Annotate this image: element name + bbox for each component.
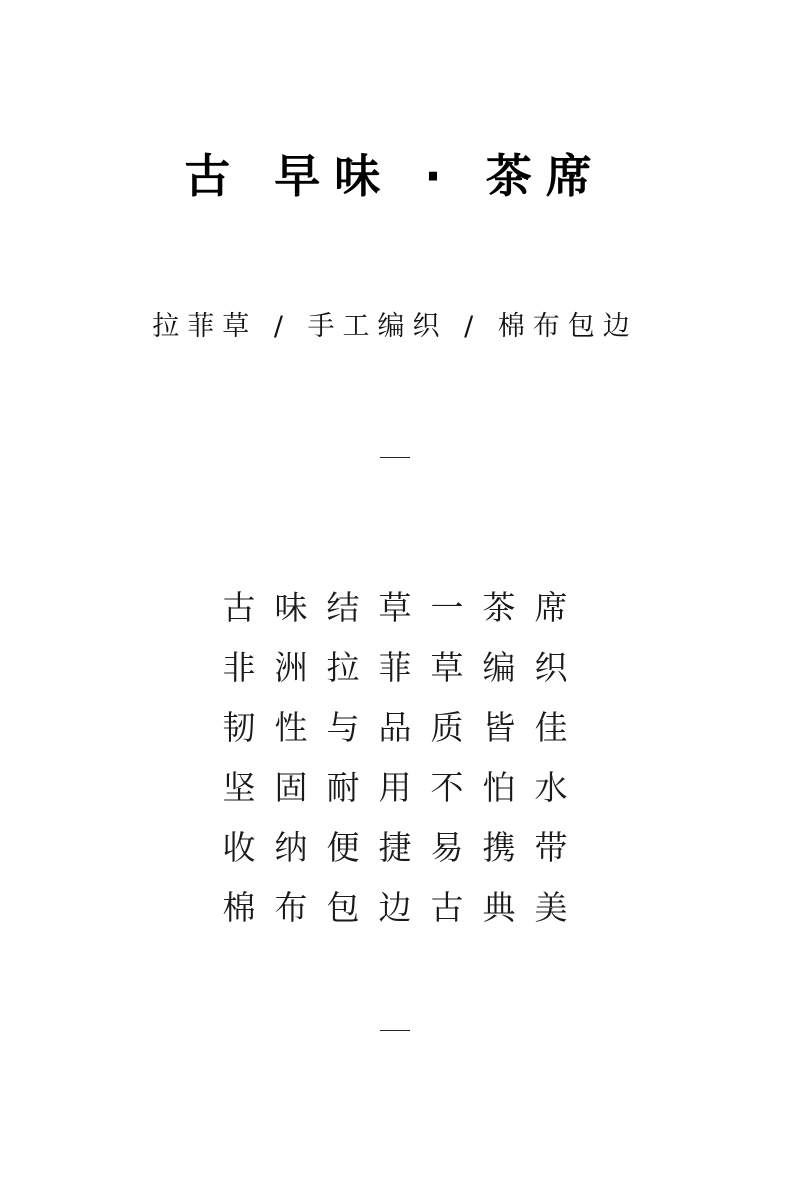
poem-char: 味 [274, 588, 308, 627]
poem-char: 编 [482, 648, 516, 687]
poem-char: 织 [534, 648, 568, 687]
poem-char: 纳 [274, 828, 308, 867]
poem-char: 美 [534, 888, 568, 927]
poem-char: 便 [326, 828, 360, 867]
poem-char: 韧 [222, 708, 256, 747]
poem-char: 带 [534, 828, 568, 867]
page-title: 古 早味 · 茶席 [184, 149, 606, 203]
poem-char: 佳 [534, 708, 568, 747]
poem-block [0, 578, 790, 938]
poem-char: 拉 [326, 648, 360, 687]
poem-char: 不 [430, 768, 464, 807]
poem-char: 捷 [378, 828, 412, 867]
material-subtitle: 拉菲草 / 手工编织 / 棉布包边 [152, 311, 638, 342]
poem-char: 棉 [222, 888, 256, 927]
poem-char: 质 [430, 708, 464, 747]
poem-char: 与 [326, 708, 360, 747]
poem-char: 草 [430, 648, 464, 687]
poem-char: 边 [378, 888, 412, 927]
poem-char: 易 [430, 828, 464, 867]
poem-char: 洲 [274, 648, 308, 687]
poem-char: 皆 [482, 708, 516, 747]
poem-line-4 [0, 758, 790, 818]
poem-char: 用 [378, 768, 412, 807]
poem-char: 非 [222, 648, 256, 687]
divider-bottom [380, 1030, 410, 1031]
poem-char: 典 [482, 888, 516, 927]
poem-char: 怕 [482, 768, 516, 807]
poem-char: 一 [430, 588, 464, 627]
poem-char: 草 [378, 588, 412, 627]
poem-char: 性 [274, 708, 308, 747]
poem-char: 品 [378, 708, 412, 747]
poem-char: 席 [534, 588, 568, 627]
poem-char: 菲 [378, 648, 412, 687]
poem-char: 古 [222, 588, 256, 627]
divider-top [380, 457, 410, 458]
poem-line-3 [0, 698, 790, 758]
poem-line-6 [0, 878, 790, 938]
poem-char: 坚 [222, 768, 256, 807]
poem-line-1 [0, 578, 790, 638]
poem-char: 携 [482, 828, 516, 867]
poem-char: 固 [274, 768, 308, 807]
poem-char: 耐 [326, 768, 360, 807]
poem-char: 包 [326, 888, 360, 927]
poem-char: 结 [326, 588, 360, 627]
poem-char: 古 [430, 888, 464, 927]
poem-char: 水 [534, 768, 568, 807]
poem-char: 茶 [482, 588, 516, 627]
poem-char: 布 [274, 888, 308, 927]
poem-line-5 [0, 818, 790, 878]
poem-line-2 [0, 638, 790, 698]
poem-char: 收 [222, 828, 256, 867]
